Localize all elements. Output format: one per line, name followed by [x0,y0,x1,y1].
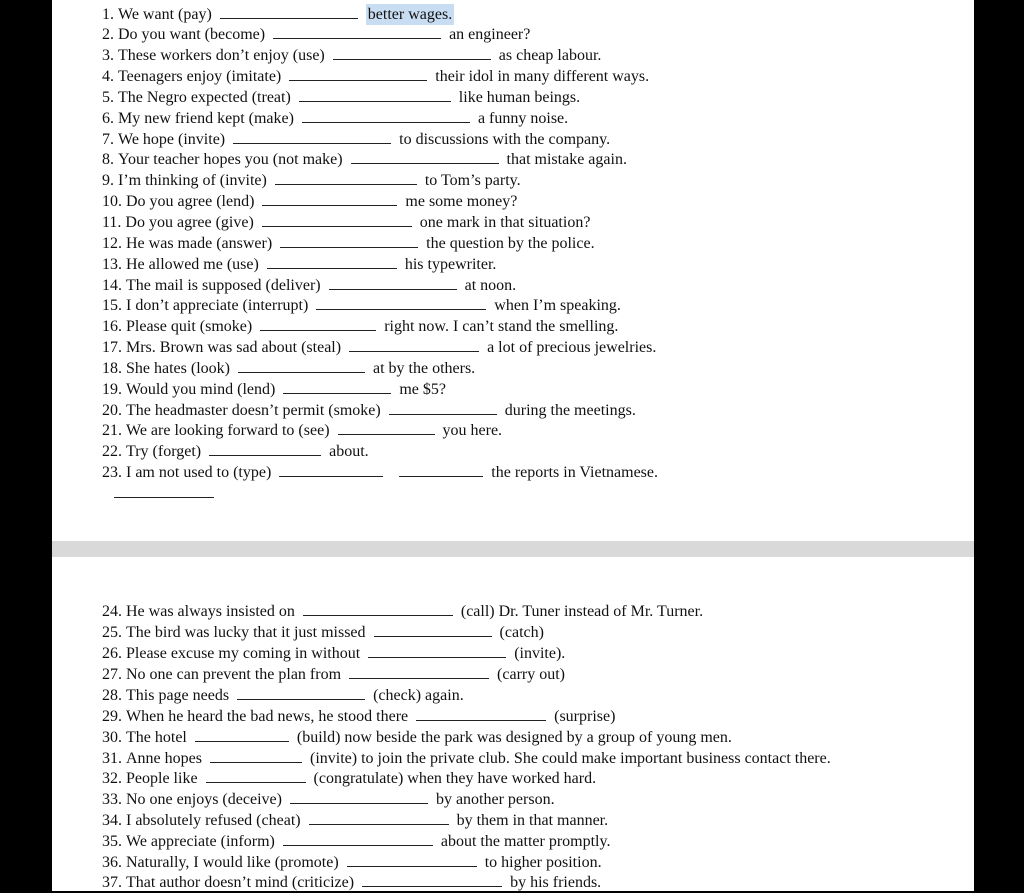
exercise-item [102,24,530,45]
exercise-item [102,664,565,685]
item-prompt: When he heard the bad news, he stood there [126,708,409,725]
item-number: 25. [102,624,122,641]
item-continuation: right now. I can’t stand the smelling. [384,318,619,335]
item-number: 5. [102,89,114,106]
item-number: 36. [102,854,122,871]
answer-blank[interactable] [233,129,391,144]
item-number: 7. [102,131,114,148]
answer-blank[interactable] [267,254,397,269]
item-continuation: to higher position. [484,854,602,871]
item-number: 19. [102,381,122,398]
item-prompt: We hope (invite) [118,131,226,148]
exercise-item [102,643,565,664]
item-continuation: that mistake again. [506,151,627,168]
item-number: 22. [102,443,122,460]
answer-blank[interactable] [209,441,321,456]
item-number: 30. [102,729,122,746]
item-prompt: He was always insisted on [126,603,295,620]
answer-blank[interactable] [283,831,433,846]
item-continuation: by another person. [435,791,555,808]
item-prompt: My new friend kept (make) [118,110,294,127]
answer-blank[interactable] [114,483,214,498]
item-continuation: one mark in that situation? [419,214,591,231]
item-continuation: a funny noise. [477,110,569,127]
item-number: 8. [102,151,114,168]
item-continuation: the reports in Vietnamese. [491,464,658,481]
item-number: 11. [102,214,122,231]
exercise-item [102,295,621,316]
item-prompt: We appreciate (inform) [126,833,275,850]
exercise-item [102,275,516,296]
item-continuation: (catch) [499,624,544,641]
exercise-item [102,727,732,748]
answer-blank[interactable] [416,706,546,721]
exercise-item [102,191,517,212]
exercise-item [102,622,544,643]
item-continuation: (congratulate) when they have worked hard. [313,770,597,787]
answer-blank[interactable] [195,727,289,742]
exercise-item [102,316,618,337]
exercise-item [102,379,446,400]
item-number: 32. [102,770,122,787]
answer-blank[interactable] [210,748,302,763]
item-prompt: The bird was lucky that it just missed [126,624,366,641]
item-prompt: That author doesn’t mind (criticize) [126,874,355,891]
item-continuation: by his friends. [510,874,602,891]
answer-blank[interactable] [399,462,483,477]
item-prompt: Do you want (become) [118,26,266,43]
item-number: 1. [102,6,114,23]
exercise-item [102,212,590,233]
exercise-item [102,108,568,129]
answer-blank[interactable] [374,622,492,637]
answer-blank[interactable] [262,191,397,206]
exercise-item [102,601,703,622]
exercise-item [102,420,502,441]
answer-blank[interactable] [351,149,499,164]
item-prompt: This page needs [126,687,230,704]
item-prompt: Mrs. Brown was sad about (steal) [126,339,342,356]
item-prompt: Do you agree (lend) [126,193,255,210]
item-prompt: People like [126,770,198,787]
item-continuation: as cheap labour. [498,47,602,64]
answer-blank[interactable] [333,45,491,60]
exercise-item [102,462,658,483]
item-prompt: We are looking forward to (see) [126,422,330,439]
item-prompt: These workers don’t enjoy (use) [118,47,325,64]
answer-blank[interactable] [368,643,506,658]
answer-blank[interactable] [329,275,457,290]
item-prompt: Please excuse my coming in without [126,645,361,662]
answer-blank[interactable] [237,685,365,700]
item-prompt: I’m thinking of (invite) [118,172,267,189]
item-number: 28. [102,687,122,704]
item-continuation: to Tom’s party. [424,172,521,189]
answer-blank[interactable] [303,601,453,616]
item-number: 24. [102,603,122,620]
exercise-item [102,400,636,421]
exercise-item [102,831,610,852]
item-prompt: I am not used to (type) [126,464,272,481]
answer-blank[interactable] [338,420,435,435]
item-continuation: their idol in many different ways. [435,68,650,85]
exercise-item [102,149,627,170]
item-continuation: (build) now beside the park was designed by a group of young men. [296,729,732,746]
answer-blank[interactable] [347,852,477,867]
answer-blank[interactable] [206,768,306,783]
exercise-item [102,170,521,191]
item-prompt: She hates (look) [126,360,230,377]
item-prompt: I absolutely refused (cheat) [126,812,301,829]
exercise-item [102,358,475,379]
exercise-item [102,789,555,810]
item-continuation: like human beings. [458,89,581,106]
exercise-item [102,66,649,87]
item-number: 20. [102,402,122,419]
answer-blank[interactable] [302,108,470,123]
item-continuation: about. [329,443,369,460]
exercise-item [102,768,596,789]
item-prompt: Your teacher hopes you (not make) [118,151,343,168]
item-continuation: when I’m speaking. [494,297,621,314]
exercise-item [102,441,369,462]
item-number: 6. [102,110,114,127]
answer-blank[interactable] [262,212,412,227]
exercise-item [102,337,656,358]
item-number: 37. [102,874,122,891]
item-number: 23. [102,464,122,481]
item-number: 2. [102,26,114,43]
item-prompt: The hotel [126,729,187,746]
item-number: 21. [102,422,122,439]
item-prompt: Would you mind (lend) [126,381,276,398]
exercise-item [102,129,610,150]
item-number: 16. [102,318,122,335]
item-continuation: about the matter promptly. [440,833,611,850]
item-prompt: The Negro expected (treat) [118,89,291,106]
item-continuation: his typewriter. [404,256,497,273]
exercise-item [102,852,602,873]
item-number: 15. [102,297,122,314]
item-continuation: the question by the police. [426,235,595,252]
item-continuation: me some money? [405,193,518,210]
exercise-item [102,483,222,504]
item-continuation: me $5? [399,381,447,398]
item-number: 9. [102,172,114,189]
answer-blank[interactable] [238,358,365,373]
item-prompt: We want (pay) [118,6,212,23]
page-separator [52,541,974,557]
exercise-item [102,254,496,275]
item-number: 34. [102,812,122,829]
item-number: 33. [102,791,122,808]
item-continuation: (invite). [514,645,566,662]
item-number: 35. [102,833,122,850]
item-number: 4. [102,68,114,85]
item-continuation: during the meetings. [504,402,636,419]
item-number: 13. [102,256,122,273]
answer-blank[interactable] [283,379,391,394]
item-number: 12. [102,235,122,252]
item-continuation: (invite) to join the private club. She could make important business contact there. [309,750,831,767]
item-prompt: No one enjoys (deceive) [126,791,282,808]
item-number: 3. [102,47,114,64]
item-number: 14. [102,277,122,294]
answer-blank[interactable] [299,87,451,102]
answer-blank[interactable] [260,316,376,331]
item-number: 10. [102,193,122,210]
item-continuation: (carry out) [497,666,565,683]
item-prompt: Do you agree (give) [125,214,254,231]
exercise-item [102,810,608,831]
item-number: 31. [102,750,122,767]
answer-blank[interactable] [290,789,428,804]
exercise-item [102,45,601,66]
exercise-item [102,706,615,727]
answer-blank[interactable] [273,24,441,39]
answer-blank[interactable] [349,664,489,679]
exercise-item [102,4,454,25]
exercise-item [102,748,831,769]
item-prompt: He was made (answer) [126,235,273,252]
item-number: 29. [102,708,122,725]
item-continuation: to discussions with the company. [399,131,611,148]
item-prompt: The mail is supposed (deliver) [126,277,321,294]
item-continuation-highlighted: better wages. [367,6,453,23]
item-continuation: by them in that manner. [456,812,609,829]
item-prompt: The headmaster doesn’t permit (smoke) [126,402,381,419]
item-prompt: Teenagers enjoy (imitate) [118,68,282,85]
item-continuation: at noon. [464,277,517,294]
answer-blank[interactable] [280,233,418,248]
answer-blank[interactable] [316,295,486,310]
item-number: 18. [102,360,122,377]
item-number: 26. [102,645,122,662]
item-continuation: an engineer? [449,26,531,43]
item-prompt: Anne hopes [126,750,202,767]
exercise-item [102,872,601,893]
answer-blank[interactable] [389,400,497,415]
item-continuation: (check) again. [373,687,464,704]
item-continuation: you here. [442,422,503,439]
item-prompt: Try (forget) [126,443,202,460]
answer-blank[interactable] [289,66,427,81]
answer-blank[interactable] [309,810,449,825]
exercise-item [102,233,595,254]
item-prompt: I don’t appreciate (interrupt) [126,297,309,314]
item-continuation: (call) Dr. Tuner instead of Mr. Turner. [460,603,704,620]
answer-blank[interactable] [279,462,383,477]
item-continuation: at by the others. [372,360,476,377]
item-number: 17. [102,339,122,356]
item-prompt: Please quit (smoke) [126,318,253,335]
answer-blank[interactable] [275,170,417,185]
answer-blank[interactable] [362,872,502,887]
exercise-item [102,87,580,108]
item-prompt: He allowed me (use) [126,256,259,273]
answer-blank[interactable] [349,337,479,352]
item-prompt: Naturally, I would like (promote) [126,854,339,871]
answer-blank[interactable] [220,4,358,19]
item-number: 27. [102,666,122,683]
item-prompt: No one can prevent the plan from [126,666,342,683]
item-continuation: (surprise) [554,708,616,725]
exercise-item [102,685,464,706]
item-continuation: a lot of precious jewelries. [487,339,657,356]
